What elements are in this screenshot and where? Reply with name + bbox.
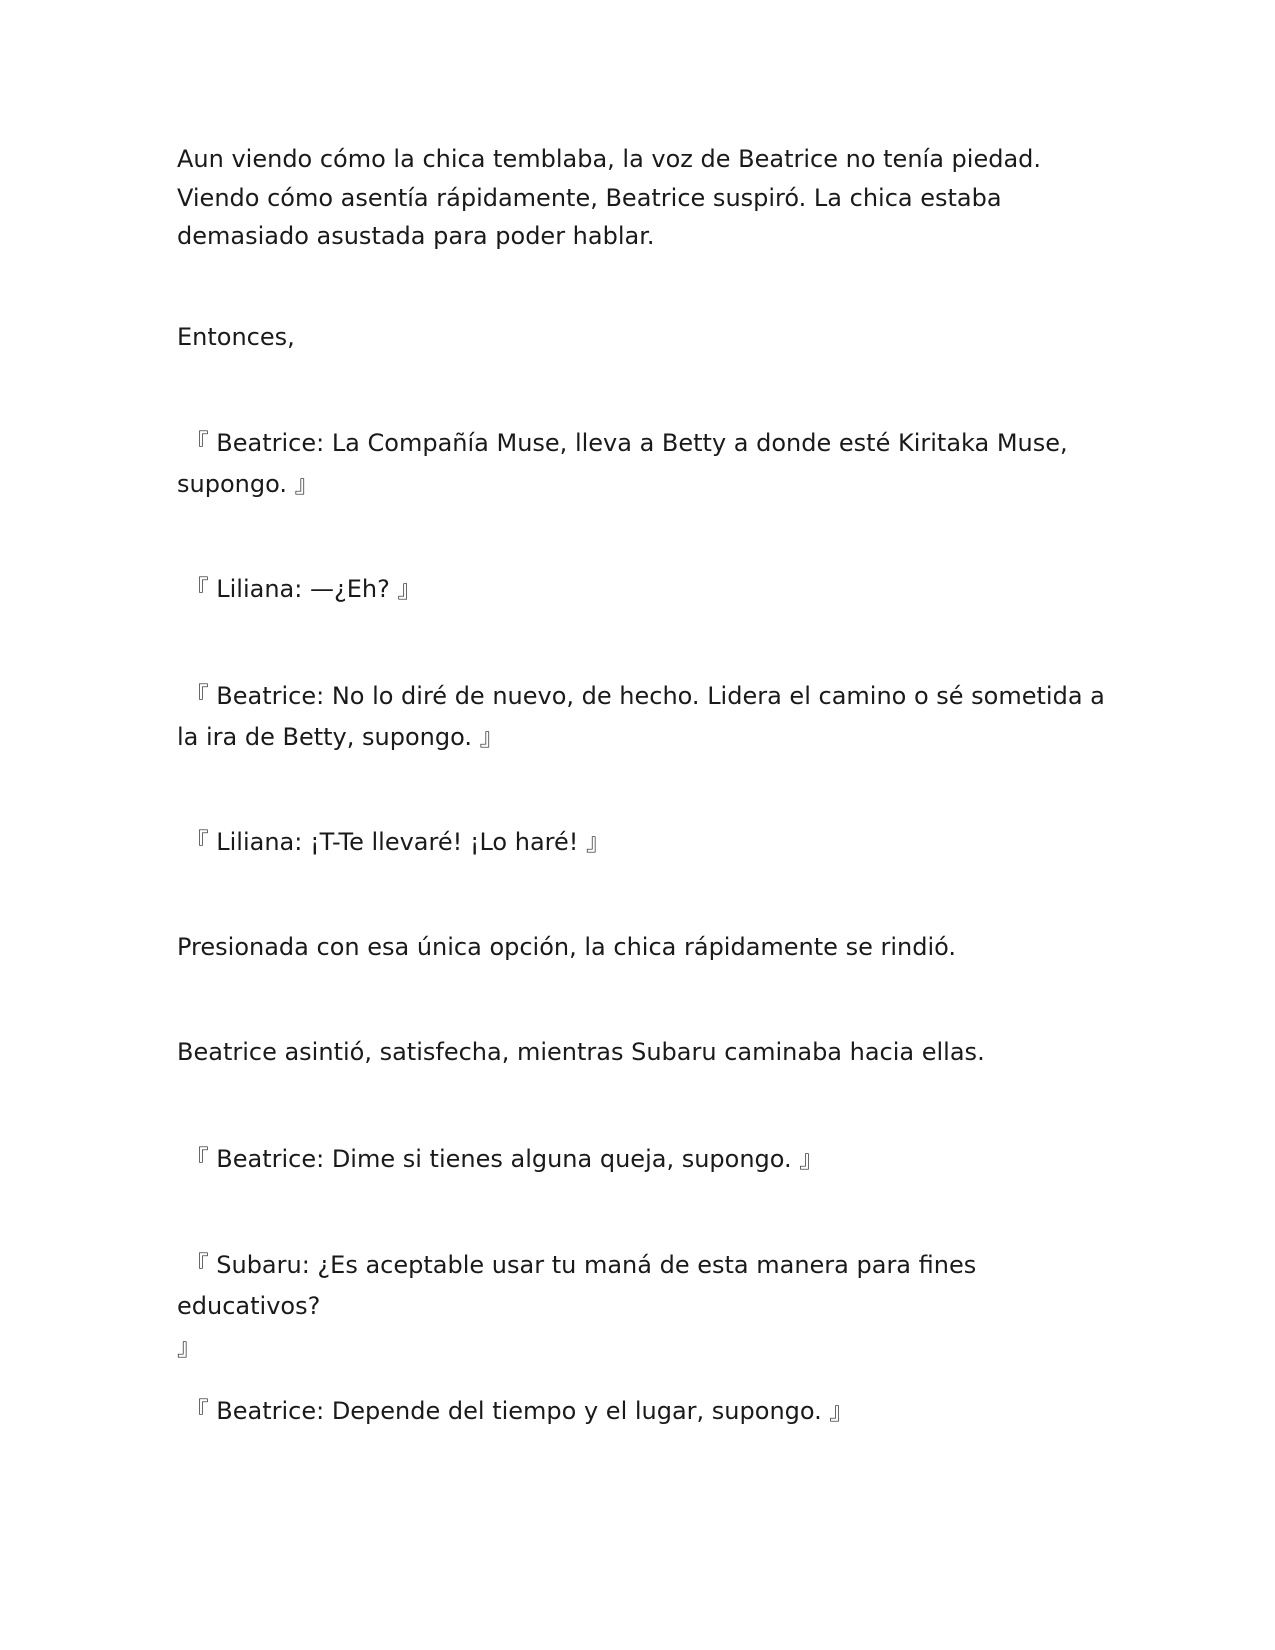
- text-line: supongo. 』: [177, 470, 319, 498]
- paragraph-dialogue: [177, 569, 1117, 610]
- text-line: 『 Beatrice: No lo diré de nuevo, de hecho. Lidera el camino o sé sometida a: [177, 682, 1105, 710]
- text-line: Aun viendo cómo la chica temblaba, la voz de Beatrice no tenía piedad.: [177, 145, 1042, 173]
- paragraph-dialogue: [177, 1391, 1117, 1432]
- paragraph-dialogue: [177, 1245, 1117, 1368]
- text-line: Entonces,: [177, 323, 295, 351]
- paragraph-dialogue: [177, 822, 1117, 863]
- text-line: Beatrice asintió, satisfecha, mientras Subaru caminaba hacia ellas.: [177, 1038, 985, 1066]
- text-line: la ira de Betty, supongo. 』: [177, 723, 504, 751]
- paragraph-narration: [177, 1033, 1117, 1072]
- text-line: 『 Liliana: —¿Eh? 』: [177, 575, 422, 603]
- text-line: Presionada con esa única opción, la chica rápidamente se rindió.: [177, 933, 957, 961]
- text-line: 『 Beatrice: Depende del tiempo y el lugar, supongo. 』: [177, 1397, 854, 1425]
- text-line: 『 Subaru: ¿Es aceptable usar tu maná de esta manera para fines educativos?: [177, 1251, 977, 1320]
- paragraph-dialogue: [177, 1139, 1117, 1180]
- paragraph-narration: [177, 318, 1117, 357]
- text-line: 『 Beatrice: La Compañía Muse, lleva a Betty a donde esté Kiritaka Muse,: [177, 429, 1068, 457]
- paragraph-dialogue: [177, 423, 1117, 505]
- paragraph-narration: [177, 928, 1117, 967]
- text-line: demasiado asustada para poder hablar.: [177, 222, 655, 250]
- text-line: 『 Liliana: ¡T-Te llevaré! ¡Lo haré! 』: [177, 828, 611, 856]
- paragraph-dialogue: [177, 676, 1117, 758]
- text-line: 』: [177, 1333, 201, 1361]
- text-line: 『 Beatrice: Dime si tienes alguna queja, supongo. 』: [177, 1145, 824, 1173]
- text-line: Viendo cómo asentía rápidamente, Beatrice suspiró. La chica estaba: [177, 183, 1002, 212]
- paragraph-narration: [177, 140, 1117, 256]
